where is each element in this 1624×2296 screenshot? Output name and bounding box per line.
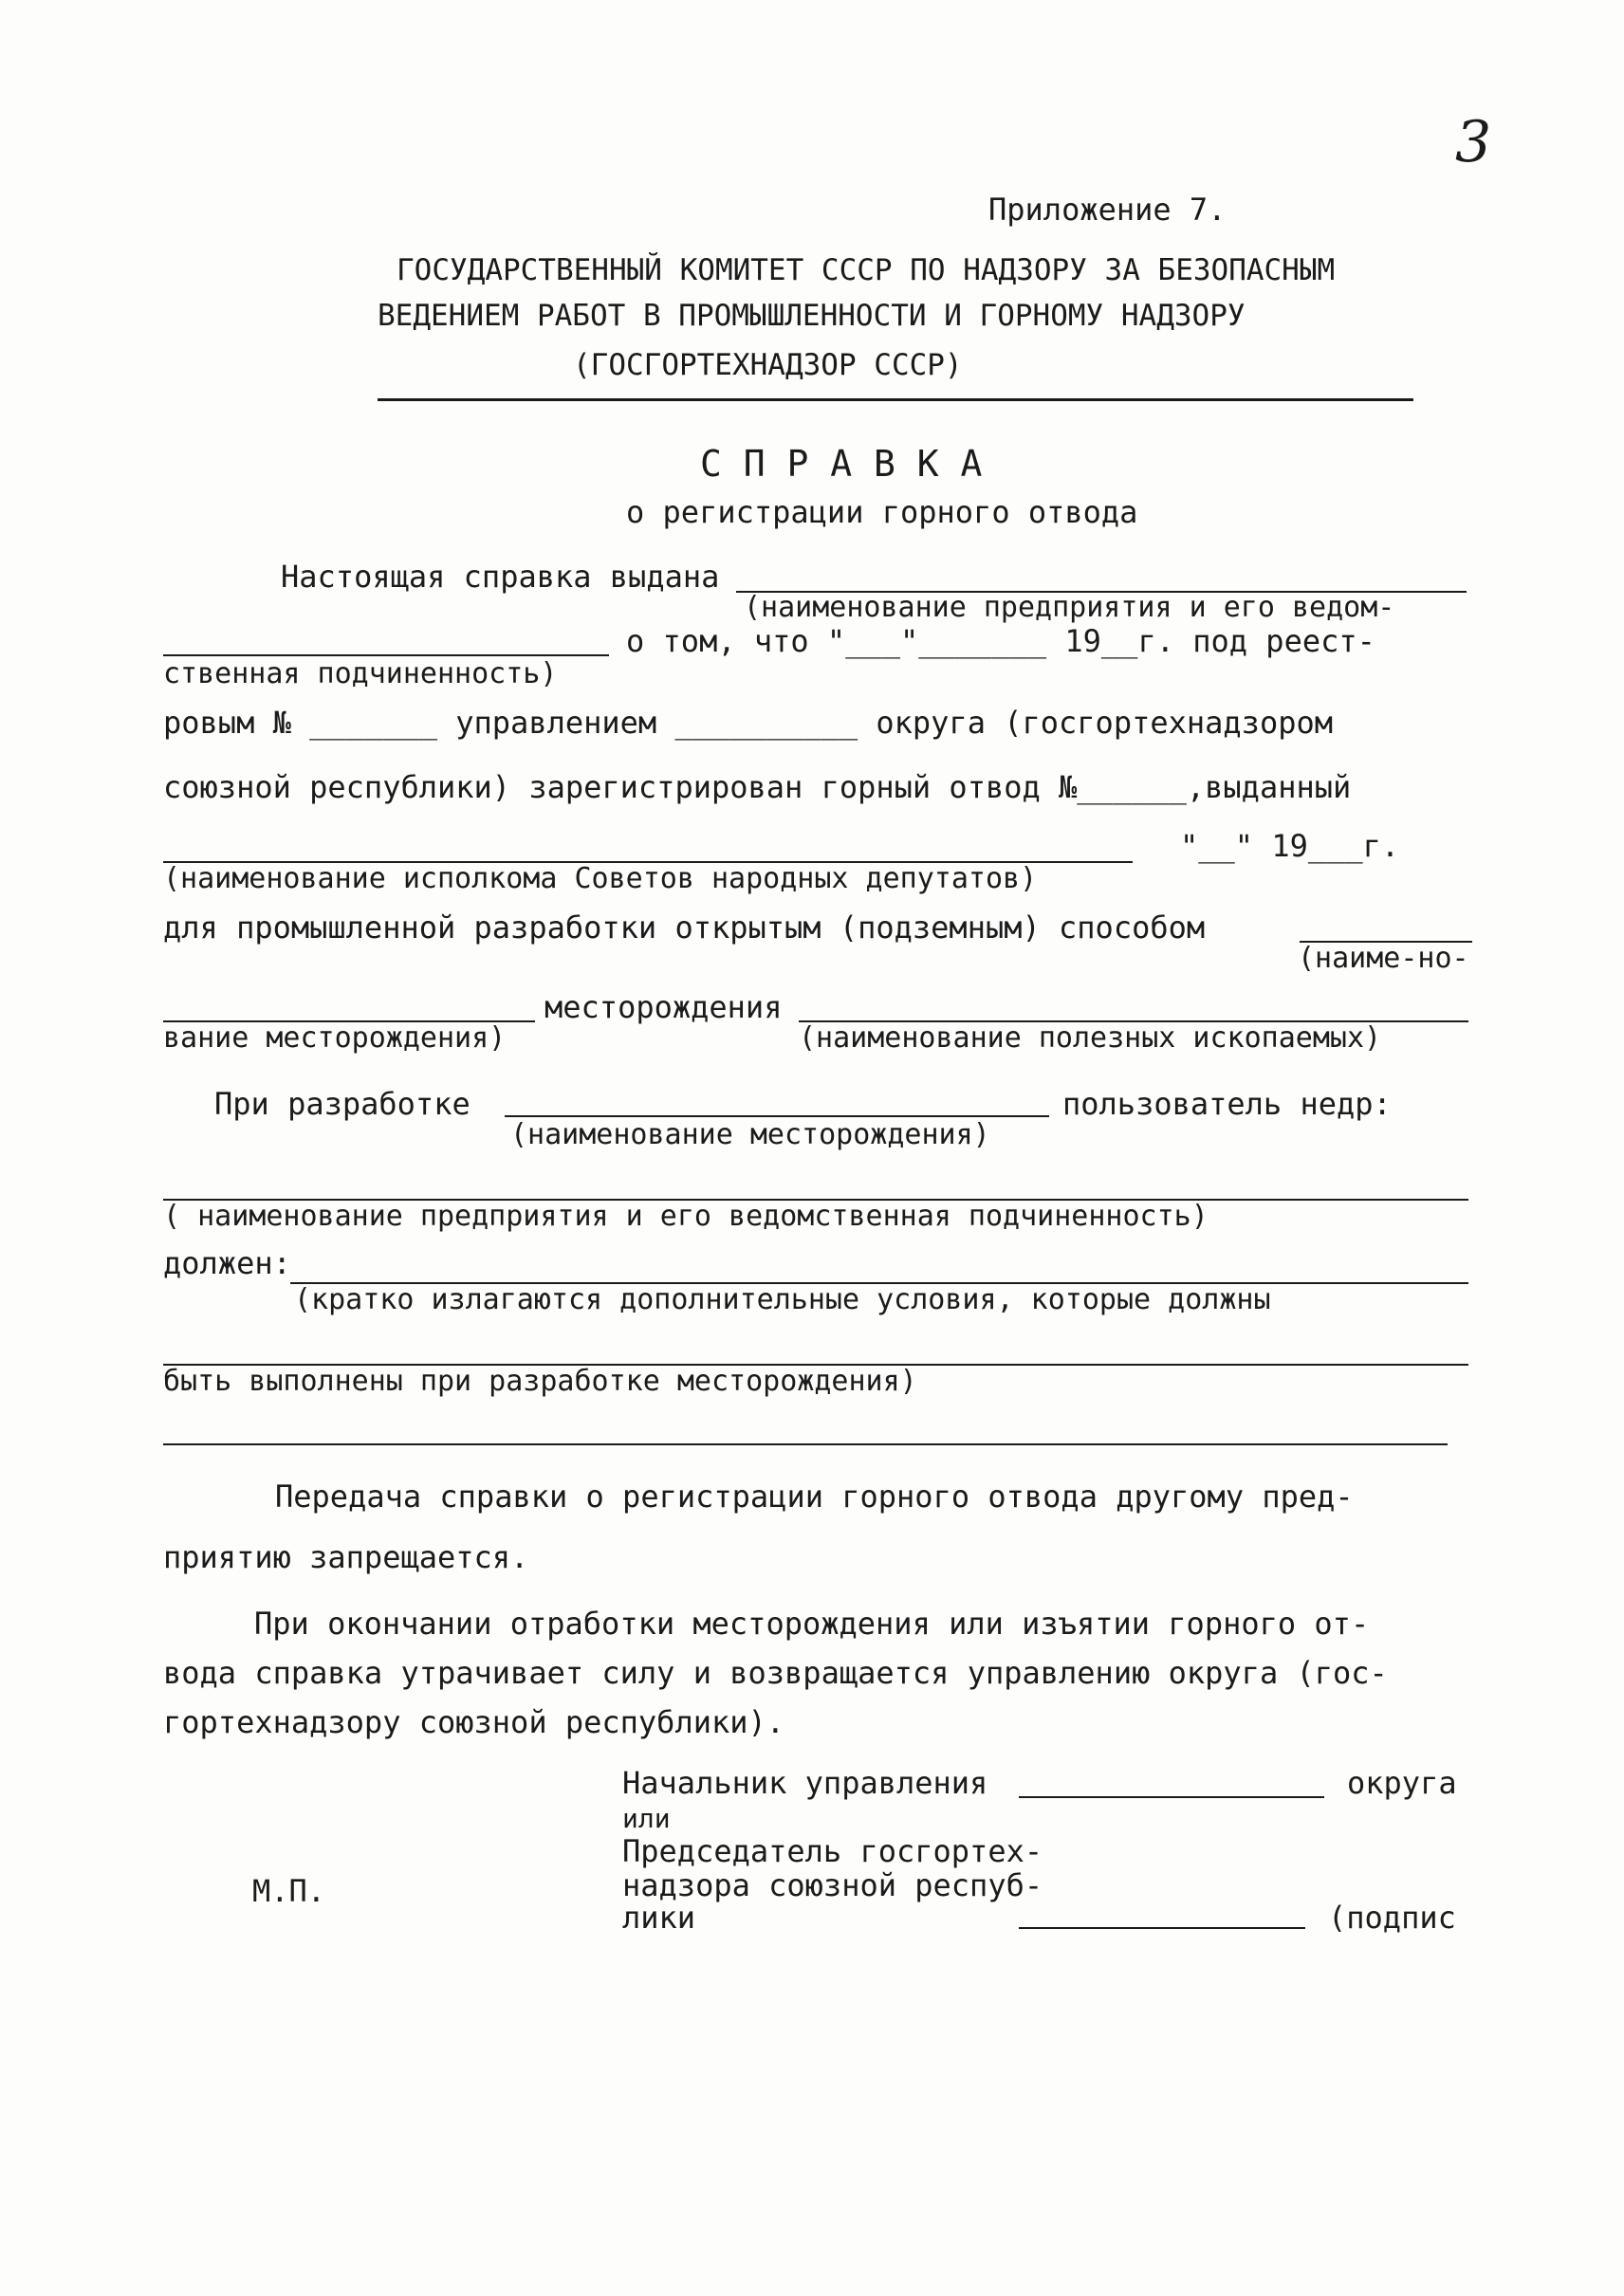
handwritten-page-number: 3 xyxy=(1455,109,1492,175)
caption-executive: (наименование исполкома Советов народных депутатов) xyxy=(163,862,1038,895)
subsoil-user-label: пользователь недр: xyxy=(1062,1086,1392,1122)
document-subtitle: о регистрации горного отвода xyxy=(626,494,1138,530)
caption-enterprise-b: ственная подчиненность) xyxy=(163,657,558,690)
paragraph-2-line-3: гортехнадзору союзной республики). xyxy=(163,1704,785,1740)
registry-line: ровым № _______ управлением __________ округа (госгортехнадзором xyxy=(163,705,1333,741)
paragraph-2-line-1: При окончании отработки месторождения или изъятии горного от- xyxy=(254,1606,1370,1642)
header-line-2: ВЕДЕНИЕМ РАБОТ В ПРОМЫШЛЕННОСТИ И ГОРНОМУ НАДЗОРУ xyxy=(378,299,1246,333)
signature-chair-2: надзора союзной респуб- xyxy=(622,1867,1043,1903)
signature-or: или xyxy=(622,1803,671,1834)
must-label: должен: xyxy=(163,1245,291,1281)
development-line: для промышленной разработки открытым (подземным) способом xyxy=(163,909,1206,946)
paragraph-2-line-2: вода справка утрачивает силу и возвращается управлению округа (гос- xyxy=(163,1655,1388,1691)
signature-okrug-line xyxy=(1019,1796,1324,1798)
caption-conditions-a: (кратко излагаются дополнительные условия, которые должны xyxy=(294,1283,1271,1316)
paragraph-1-line-2: приятию запрещается. xyxy=(163,1539,529,1575)
stamp-label: М.П. xyxy=(252,1873,326,1909)
caption-deposit-b: вание месторождения) xyxy=(163,1021,507,1055)
caption-minerals: (наименование полезных ископаемых) xyxy=(799,1021,1382,1055)
deposit-name-line xyxy=(505,1115,1049,1117)
issued-date: "__" 19___г. xyxy=(1180,828,1400,864)
caption-enterprise-a: (наименование предприятия и его ведом- xyxy=(744,591,1395,624)
signature-line xyxy=(1019,1927,1305,1929)
issued-to-label: Настоящая справка выдана xyxy=(281,559,720,595)
deposit-word: месторождения xyxy=(544,989,783,1025)
signature-chair-3: лики xyxy=(622,1900,696,1936)
document-title: С П Р А В К А xyxy=(700,443,983,485)
header-line-3: (ГОСГОРТЕХНАДЗОР СССР) xyxy=(573,348,963,382)
paragraph-1-line-1: Передача справки о регистрации горного отвода другому пред- xyxy=(275,1479,1354,1515)
republic-line: союзной республики) зарегистрирован горный отвод №______,выданный xyxy=(163,769,1352,805)
caption-enterprise-full: ( наименование предприятия и его ведомственная подчиненность) xyxy=(163,1200,1209,1233)
during-development-label: При разработке xyxy=(214,1086,471,1122)
enterprise-line-b xyxy=(163,654,609,656)
caption-name-a: (наиме-но- xyxy=(1298,942,1469,975)
signature-chair-1: Председатель госгортех- xyxy=(622,1833,1043,1869)
header-line-1: ГОСУДАРСТВЕННЫЙ КОМИТЕТ СССР ПО НАДЗОРУ ЗА БЕЗОПАСНЫМ xyxy=(397,253,1336,287)
appendix-label: Приложение 7. xyxy=(988,192,1227,228)
caption-deposit-name: (наименование месторождения) xyxy=(510,1118,990,1151)
signature-caption: (подпис xyxy=(1328,1900,1456,1936)
header-rule xyxy=(378,398,1413,401)
about-that-date: о том, что "___"_______ 19__г. под реест- xyxy=(626,623,1375,659)
caption-conditions-b: быть выполнены при разработке месторождения) xyxy=(163,1365,917,1398)
conditions-line-c xyxy=(163,1443,1448,1445)
signature-head-of: Начальник управления xyxy=(622,1765,988,1801)
signature-okruga: округа xyxy=(1347,1765,1457,1801)
